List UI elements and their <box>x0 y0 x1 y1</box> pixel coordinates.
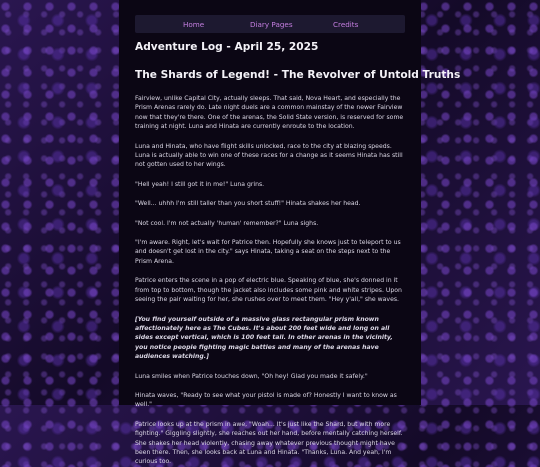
paragraph: Patrice looks up at the prism in awe, "Woah... It's just like the Shard, but with more fighting." Giggling slightly, she reaches out her hand, before mentally catching herself. She shakes her head violently, chasing away whatever previous thought might have been there. Then, she looks back at Luna and Hinata. "Thanks, Luna. And yeah, I'm curious too. <box>135 420 403 466</box>
paragraph: Patrice enters the scene in a pop of electric blue. Speaking of blue, she's donned in it from top to bottom, though the jacket also includes some pink and white stripes. Upon seeing the pair waiting for her, she rushes over to meet them. "Hey y'all," she waves. <box>135 277 402 304</box>
top-nav <box>135 15 405 33</box>
paragraph: Luna and Hinata, who have flight skills unlocked, race to the city at blazing speeds. Luna is actually able to win one of these races for a change as it seems Hinata has still not gotten used to her wings. <box>135 142 403 169</box>
paragraph: Fairview, unlike Capital City, actually sleeps. That said, Nova Heart, and especially the Prism Arenas rarely do. Late night duels are a common mainstay of the newer Fairview now that they're there. One of the arenas, the Solid State version, is reserved for some training at night. Luna and Hinata are currently enroute to the location. <box>135 95 404 131</box>
story-title: The Shards of Legend! - The Revolver of Untold Truths <box>135 69 461 81</box>
paragraph: Luna smiles when Patrice touches down, "Oh hey! Glad you made it safely." <box>135 372 368 380</box>
log-date-heading: Adventure Log - April 25, 2025 <box>135 41 319 53</box>
paragraph: "Hell yeah! I still got it in me!" Luna grins. <box>135 180 265 188</box>
nav-diary-pages-link[interactable]: Diary Pages <box>250 20 293 29</box>
paragraph: Hinata waves, "Ready to see what your pistol is made of? Honestly I want to know as well." <box>135 391 397 409</box>
nav-home-link[interactable]: Home <box>183 20 205 29</box>
page-column <box>119 0 461 466</box>
nav-credits-link[interactable]: Credits <box>333 20 359 29</box>
paragraph: "Well... uhhh I'm still taller than you short stuff!" Hinata shakes her head. <box>135 200 361 208</box>
paragraph: "I'm aware. Right, let's wait for Patrice then. Hopefully she knows just to teleport to us and doesn't get lost in the city." says Hinata, taking a seat on the steps next to the Prism Arena. <box>135 239 401 265</box>
paragraph: "Not cool. I'm not actually 'human' remember?" Luna sighs. <box>135 219 319 227</box>
narration-paragraph: [You find yourself outside of a massive glass rectangular prism known affectionately here as The Cubes. It's about 200 feet wide and long on all sides except vertical, which is 100 feet tall. In other arenas in the vicinity, you notice people fighting magic battles and many of the arenas have audiences watching.] <box>135 315 393 361</box>
article <box>135 41 461 467</box>
